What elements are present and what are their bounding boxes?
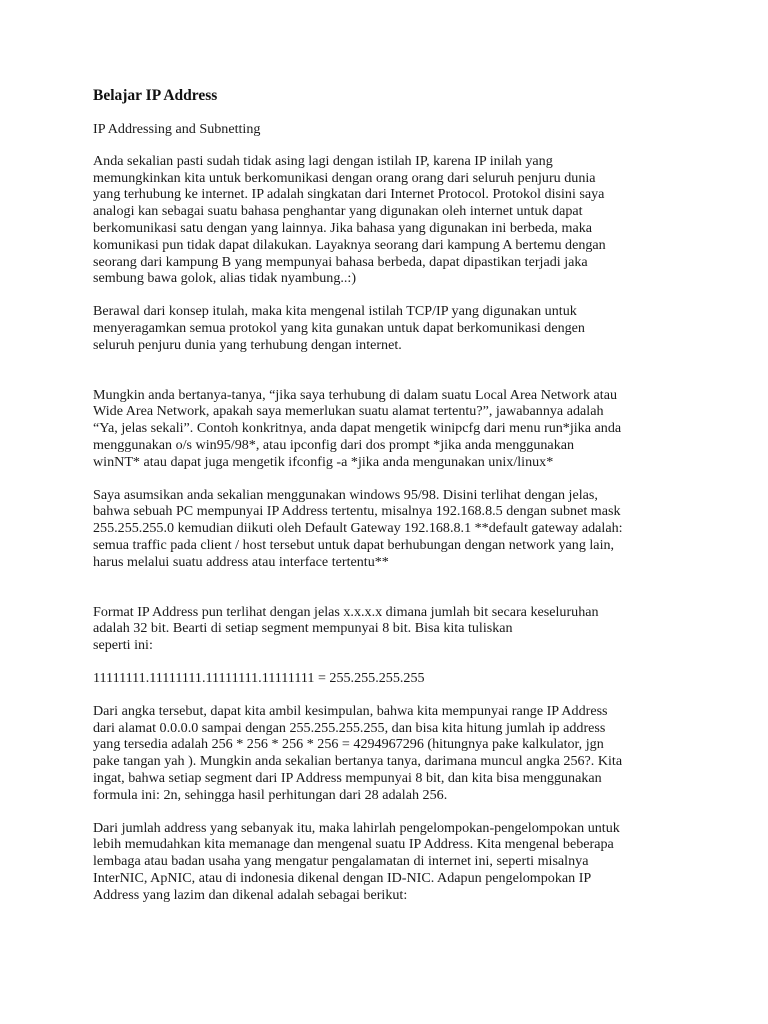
text-line: semua traffic pada client / host tersebut untuk dapat berhubungan dengan network yang lain, bbox=[93, 536, 615, 553]
text-line: Berawal dari konsep itulah, maka kita mengenal istilah TCP/IP yang digunakan untuk bbox=[93, 303, 577, 320]
text-line: komunikasi pun tidak dapat dilakukan. Layaknya seorang dari kampung A bertemu dengan bbox=[93, 236, 606, 253]
text-line: bahwa sebuah PC mempunyai IP Address tertentu, misalnya 192.168.8.5 dengan subnet mask bbox=[93, 503, 621, 520]
text-line: Mungkin anda bertanya-tanya, “jika saya terhubung di dalam suatu Local Area Network atau bbox=[93, 386, 618, 403]
text-line: Wide Area Network, apakah saya memerlukan suatu alamat tertentu?”, jawabannya adalah bbox=[93, 403, 604, 420]
document-subtitle: IP Addressing and Subnetting bbox=[93, 121, 261, 137]
text-line: InterNIC, ApNIC, atau di indonesia dikenal dengan ID-NIC. Adapun pengelompokan IP bbox=[93, 869, 592, 886]
text-line: Dari jumlah address yang sebanyak itu, maka lahirlah pengelompokan-pengelompokan untuk bbox=[93, 819, 620, 836]
paragraph-ip-range bbox=[93, 703, 663, 804]
text-line: Saya asumsikan anda sekalian menggunakan windows 95/98. Disini terlihat dengan jelas, bbox=[93, 486, 598, 503]
text-line: Dari angka tersebut, dapat kita ambil kesimpulan, bahwa kita mempunyai range IP Address bbox=[93, 702, 608, 719]
text-line: Anda sekalian pasti sudah tidak asing lagi dengan istilah IP, karena IP inilah yang bbox=[93, 152, 553, 169]
text-line: memungkinkan kita untuk berkomunikasi dengan orang orang dari seluruh penjuru dunia bbox=[93, 169, 596, 186]
text-line: 11111111.11111111.11111111.11111111 = 255.255.255.255 bbox=[93, 669, 425, 686]
text-line: menggunakan o/s win95/98*, atau ipconfig dari dos prompt *jika anda menggunakan bbox=[93, 436, 575, 453]
text-line: seorang dari kampung B yang mempunyai bahasa berbeda, dapat dipastikan terjadi jaka bbox=[93, 253, 588, 270]
paragraph-tcpip bbox=[93, 303, 663, 353]
text-line: lembaga atau badan usaha yang mengatur pengalamatan di internet ini, seperti misalnya bbox=[93, 853, 589, 870]
text-line: analogi kan sebagai suatu bahasa penghantar yang digunakan oleh internet untuk dapat bbox=[93, 203, 583, 220]
text-line: ingat, bahwa setiap segment dari IP Address mempunyai 8 bit, dan kita bisa menggunakan bbox=[93, 769, 602, 786]
paragraph-windows-example bbox=[93, 487, 663, 571]
text-line: seperti ini: bbox=[93, 637, 153, 654]
document-title: Belajar IP Address bbox=[93, 87, 218, 104]
text-line: harus melalui suatu address atau interface tertentu** bbox=[93, 553, 389, 570]
text-line: lebih memudahkan kita memanage dan mengenal suatu IP Address. Kita mengenal beberapa bbox=[93, 836, 614, 853]
text-line: 255.255.255.0 kemudian diikuti oleh Default Gateway 192.168.8.1 **default gateway adalah: bbox=[93, 520, 623, 537]
paragraph-ip-grouping bbox=[93, 820, 663, 904]
text-line: “Ya, jelas sekali”. Contoh konkritnya, anda dapat mengetik winipcfg dari menu run*jika anda bbox=[93, 420, 622, 437]
text-line: seluruh penjuru dunia yang terhubung dengan internet. bbox=[93, 336, 402, 353]
text-line: Format IP Address pun terlihat dengan jelas x.x.x.x dimana jumlah bit secara keseluruhan bbox=[93, 603, 599, 620]
text-line: formula ini: 2n, sehingga hasil perhitungan dari 28 adalah 256. bbox=[93, 786, 448, 803]
document-body bbox=[93, 86, 663, 919]
text-line: sembung bawa golok, alias tidak nyambung..:) bbox=[93, 270, 357, 287]
text-line: yang terhubung ke internet. IP adalah singkatan dari Internet Protocol. Protokol disini saya bbox=[93, 186, 605, 203]
text-line: dari alamat 0.0.0.0 sampai dengan 255.255.255.255, dan bisa kita hitung jumlah ip address bbox=[93, 719, 606, 736]
text-line: berkomunikasi satu dengan yang lainnya. Jika bahasa yang digunakan ini berbeda, maka bbox=[93, 219, 592, 236]
text-line: menyeragamkan semua protokol yang kita gunakan untuk dapat berkomunikasi dengen bbox=[93, 319, 585, 336]
text-line: Address yang lazim dan dikenal adalah sebagai berikut: bbox=[93, 886, 408, 903]
paragraph-binary-example bbox=[93, 670, 663, 687]
text-line: pake tangan yah ). Mungkin anda sekalian bertanya tanya, darimana muncul angka 256?. Kita bbox=[93, 753, 623, 770]
text-line: winNT* atau dapat juga mengetik ifconfig -a *jika anda mengunakan unix/linux* bbox=[93, 453, 554, 470]
paragraph-ip-question bbox=[93, 387, 663, 471]
text-line: adalah 32 bit. Bearti di setiap segment mempunyai 8 bit. Bisa kita tuliskan bbox=[93, 620, 513, 637]
paragraph-ip-intro bbox=[93, 153, 663, 287]
paragraph-ip-format bbox=[93, 604, 663, 654]
text-line: yang tersedia adalah 256 * 256 * 256 * 256 = 4294967296 (hitungnya pake kalkulator, jgn bbox=[93, 736, 604, 753]
